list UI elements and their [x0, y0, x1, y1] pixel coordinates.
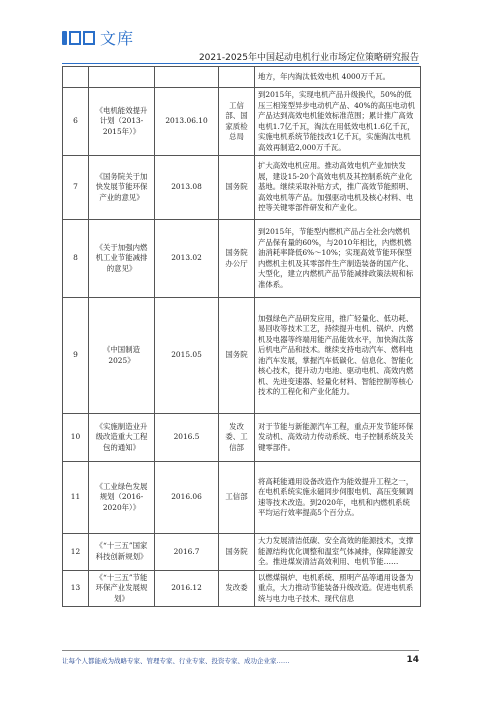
policy-table: [62, 66, 421, 607]
row-number-cell: [63, 67, 89, 88]
issuing-department-cell: 国务院办公厅: [219, 220, 255, 298]
policy-content-cell: 地方，年内淘汰低效电机 4000万千瓦。: [255, 67, 421, 88]
policy-content-cell: 以燃煤锅炉、电机系统、照明产品等通用设备为重点，大力推动节能装备升级改造。促进电机系统与电力电子技术、现代信息: [255, 570, 421, 607]
table-row: [63, 298, 421, 414]
table-row: [63, 462, 421, 534]
row-number-cell: 9: [63, 298, 89, 414]
table-row: [63, 88, 421, 156]
table-row: [63, 67, 421, 88]
policy-name-cell: 《“十三五”国家科技创新规划》: [89, 534, 155, 571]
table-row: [63, 534, 421, 571]
policy-date-cell: 2013.06.10: [155, 88, 219, 156]
row-number-cell: 10: [63, 414, 89, 462]
header-divider: [62, 63, 419, 64]
policy-date-cell: 2016.12: [155, 570, 219, 607]
report-title: 2021-2025年中国起动电机行业市场定位策略研究报告: [198, 53, 419, 63]
policy-name-cell: 《实施制造业升级改造重大工程包的通知》: [89, 414, 155, 462]
row-number-cell: 11: [63, 462, 89, 534]
logo-mark-icon: [62, 31, 95, 45]
footer-slogan: 让每个人都能成为战略专家、管理专家、行业专家、投资专家、成功企业家……: [62, 657, 290, 665]
policy-date-cell: [155, 67, 219, 88]
policy-date-cell: 2013.02: [155, 220, 219, 298]
policy-name-cell: 《工业绿色发展规划（2016-2020年）》: [89, 462, 155, 534]
issuing-department-cell: [219, 67, 255, 88]
policy-date-cell: 2016.5: [155, 414, 219, 462]
policy-content-cell: 到2015年，节能型内燃机产品占全社会内燃机产品保有量的60%，与2010年相比，内燃机燃油消耗率降低6%～10%；实现高效节能环保型内燃机主机及其零部件生产制造装备的国产化、大型化，建立内燃机产品节能减排政策法规和标准体系。: [255, 220, 421, 298]
policy-name-cell: 《关于加强内燃机工业节能减排的意见》: [89, 220, 155, 298]
policy-date-cell: 2016.06: [155, 462, 219, 534]
row-number-cell: 8: [63, 220, 89, 298]
policy-name-cell: [89, 67, 155, 88]
policy-name-cell: 《中国制造2025》: [89, 298, 155, 414]
policy-content-cell: 大力发展清洁低碳、安全高效的能源技术，支撑能源结构优化调整和温室气体减排，保障能源安全。推进煤炭清洁高效利用、电机节能……: [255, 534, 421, 571]
footer-divider: [62, 650, 419, 651]
issuing-department-cell: 发改委: [219, 570, 255, 607]
row-number-cell: 7: [63, 156, 89, 220]
policy-content-cell: 对于节能与新能源汽车工程，重点开发节能环保发动机、高效动力传动系统、电子控制系统及关键零部件。: [255, 414, 421, 462]
wenku-logo: [62, 26, 134, 49]
table-row: [63, 570, 421, 607]
issuing-department-cell: 工信部: [219, 462, 255, 534]
issuing-department-cell: 国务院: [219, 298, 255, 414]
policy-name-cell: 《“十三五”节能环保产业发展规划》: [89, 570, 155, 607]
issuing-department-cell: 国务院: [219, 534, 255, 571]
page-number: 14: [406, 655, 419, 665]
issuing-department-cell: 国务院: [219, 156, 255, 220]
policy-content-cell: 将高耗能通用设备改造作为能效提升工程之一，在电机系统实施永磁同步伺服电机、高压变频调速等技术改造。到2020年，电机和内燃机系统平均运行效率提高5个百分点。: [255, 462, 421, 534]
policy-date-cell: 2016.7: [155, 534, 219, 571]
policy-content-cell: 加强绿色产品研发应用，推广轻量化、低功耗、易回收等技术工艺，持续提升电机、锅炉、内燃机及电器等终端用能产品能效水平，加快淘汰落后机电产品和技术。继续支持电动汽车、燃料电池汽车发展，掌握汽车低碳化、信息化、智能化核心技术，提升动力电池、驱动电机、高效内燃机、先进变速器、轻量化材料、智能控制等核心技术的工程化和产业化能力。: [255, 298, 421, 414]
issuing-department-cell: 发改委、工信部: [219, 414, 255, 462]
table-row: [63, 220, 421, 298]
row-number-cell: 6: [63, 88, 89, 156]
policy-name-cell: 《国务院关于加快发展节能环保产业的意见》: [89, 156, 155, 220]
table-row: [63, 156, 421, 220]
policy-content-cell: 扩大高效电机应用。推动高效电机产业加快发展，建设15-20个高效电机及其控制系统产业化基地。继续采取补贴方式，推广高效节能照明、高效电机等产品。加强驱动电机及核心材料、电控等关键零部件研发和产业化。: [255, 156, 421, 220]
table-row: [63, 414, 421, 462]
issuing-department-cell: 工信部、国家质检总局: [219, 88, 255, 156]
row-number-cell: 12: [63, 534, 89, 571]
policy-name-cell: 《电机能效提升计划（2013-2015年）》: [89, 88, 155, 156]
policy-date-cell: 2013.08: [155, 156, 219, 220]
logo-text: 文库: [100, 29, 135, 48]
policy-table-body: [63, 67, 421, 607]
policy-content-cell: 到2015年，实现电机产品升级换代，50%的低压三相笼型异步电动机产品、40%的高压电动机产品达到高效电机能效标准范围；累计推广高效电机1.7亿千瓦，淘汰在用低效电机1.6亿千瓦，实施电机系统节能技改1亿千瓦，实施淘汰电机高效再制造2,000万千瓦。: [255, 88, 421, 156]
row-number-cell: 13: [63, 570, 89, 607]
policy-date-cell: 2015.05: [155, 298, 219, 414]
